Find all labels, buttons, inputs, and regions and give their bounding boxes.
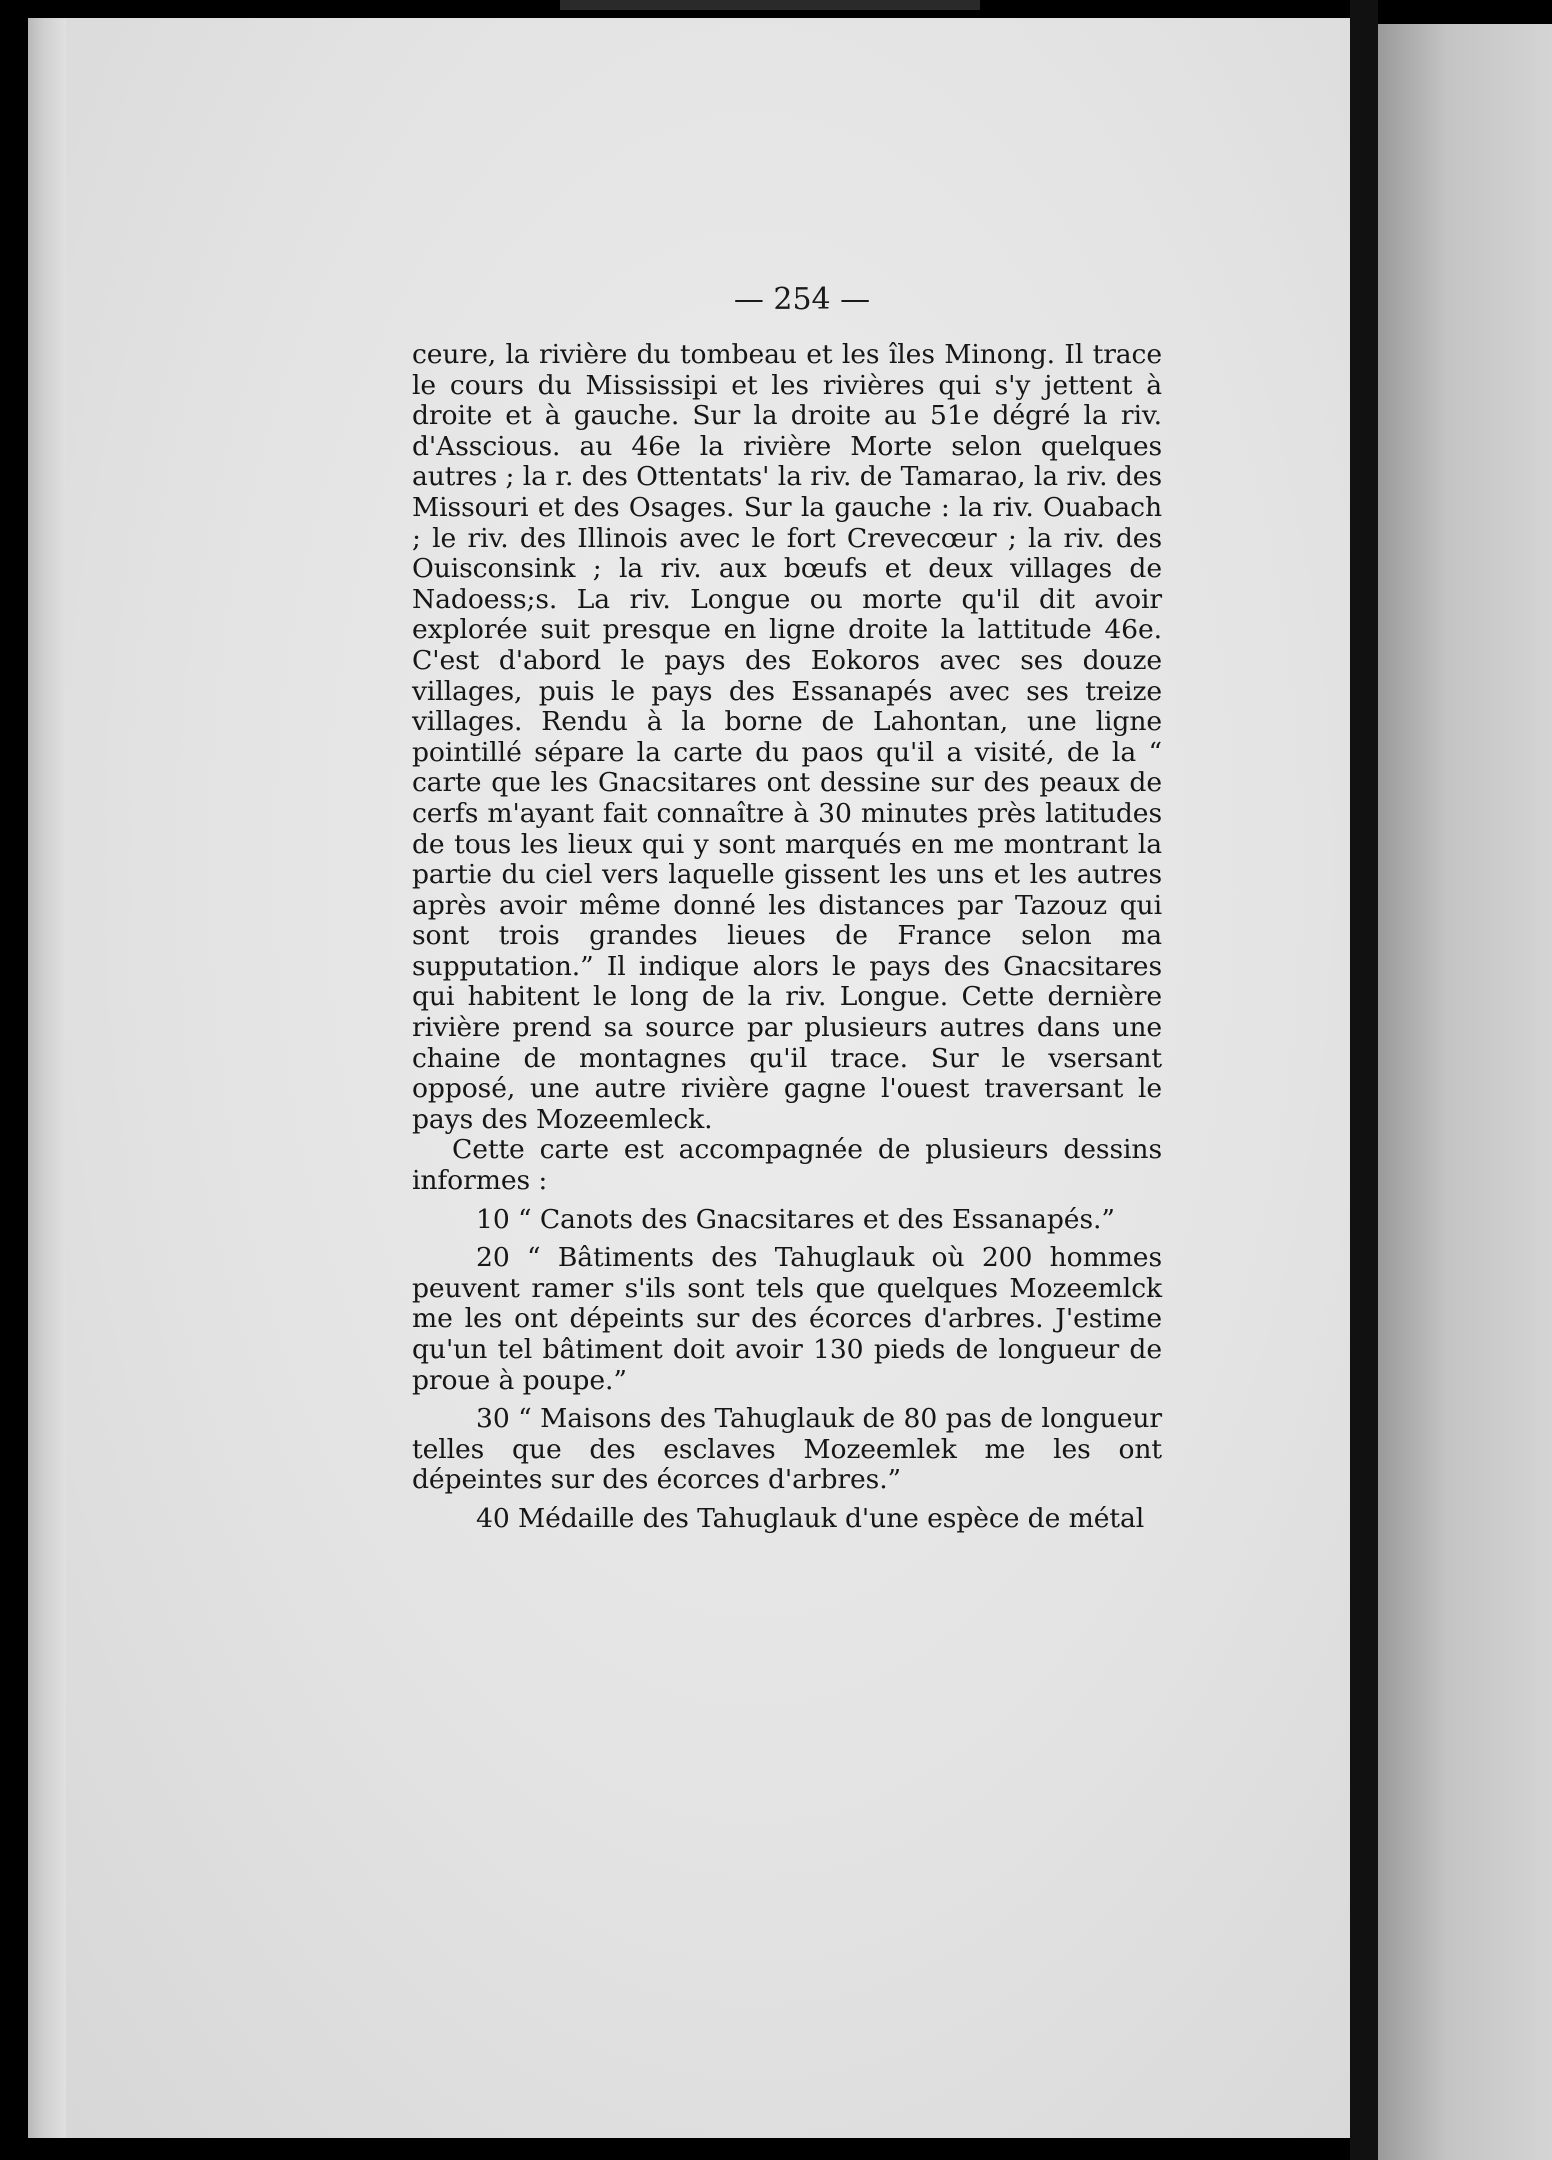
page-text	[412, 340, 1162, 1535]
facing-page-edge	[1378, 24, 1552, 2160]
list-item-medaille: 40 Médaille des Tahuglauk d'une espèce de métal	[476, 1502, 1145, 1534]
top-binding-strip	[560, 0, 980, 10]
paragraph-map-description: ceure, la rivière du tombeau et les îles Minong. Il trace le cours du Mississipi et les rivières qui s'y jettent à droite et à gauche. Sur la droite au 51e dégré la riv. d'Asscious. au 46e la rivière Morte selon quelques autres ; la r. des Ottentats' la riv. de Tamarao, la riv. des Missouri et des Osages. Sur la gauche : la riv. Ouabach ; le riv. des Illinois avec le fort Crevecœur ; la riv. des Ouisconsink ; la riv. aux bœufs et deux villages de Nadoess;s. La riv. Longue ou morte qu'il dit avoir explorée suit presque en ligne droite la lattitude 46e. C'est d'abord le pays des Eokoros avec ses douze villages, puis le pays des Essanapés avec ses treize villages. Rendu à la borne de Lahontan, une ligne pointillé sépare la carte du paos qu'il a visité, de la “ carte que les Gnacsitares ont dessine sur des peaux de cerfs m'ayant fait connaître à 30 minutes près latitudes de tous les lieux qui y sont marqués en me montrant la partie du ciel vers laquelle gissent les uns et les autres après avoir même donné les distances par Tazouz qui sont trois grandes lieues de France selon ma supputation.” Il indique alors le pays des Gnacsitares qui habitent le long de la riv. Longue. Cette dernière rivière prend sa source par plusieurs autres dans une chaine de montagnes qu'il trace. Sur le vsersant opposé, une autre rivière gagne l'ouest traversant le pays des Mozeemleck.	[412, 339, 1162, 1135]
page-number: — 254 —	[733, 282, 871, 317]
list-item-canots: 10 “ Canots des Gnacsitares et des Essanapés.”	[476, 1203, 1115, 1235]
page-left-edge	[28, 18, 66, 2138]
paragraph-drawings-intro: Cette carte est accompagnée de plusieurs dessins informes :	[412, 1134, 1162, 1197]
book-gutter	[1350, 0, 1378, 2160]
list-item-batiments: 20 “ Bâtiments des Tahuglauk où 200 hommes peuvent ramer s'ils sont tels que quelques Mozeemlck me les ont dépeints sur des écorces d'arbres. J'estime qu'un tel bâtiment doit avoir 130 pieds de longueur de proue à poupe.”	[412, 1242, 1162, 1396]
list-item-maisons: 30 “ Maisons des Tahuglauk de 80 pas de longueur telles que des esclaves Mozeemlek me les ont dépeintes sur des écorces d'arbres.”	[412, 1403, 1162, 1496]
